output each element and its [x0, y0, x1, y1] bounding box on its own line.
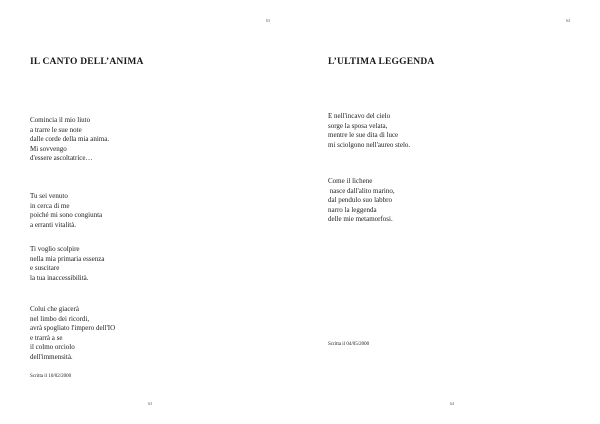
poem-date: Scritta il 10/02/2000 [30, 374, 72, 379]
poem-stanza: E nell'incavo del cielo sorge la sposa velata, mentre le sue dita di luce mi sciolgono nell'aureo stelo. [328, 112, 411, 149]
poem-title: L’ULTIMA LEGGENDA [328, 57, 435, 67]
right-page [300, 0, 600, 424]
header-page-number: 64 [566, 18, 570, 23]
footer-page-number: 64 [450, 401, 454, 406]
poem-stanza: Colui che giacerà nel limbo dei ricordi, avrà spogliato l'impero dell'IO e trarrà a se il colmo orciolo dell'immensità. [30, 305, 116, 361]
header-page-number: 63 [266, 18, 270, 23]
poem-date: Scritta il 04/05/2000 [328, 342, 370, 347]
poem-stanza: Tu sei venuto in cerca di me poiché mi sono congiunta a erranti vitalità. [30, 192, 103, 229]
poem-stanza: Comincia il mio liuto a trarre le sue note dalle corde della mia anima. Mi sovvengo d'essere ascoltatrice… [30, 116, 110, 163]
poem-stanza: Ti voglio scolpire nella mia primaria essenza e suscitare la tua inaccessibilità. [30, 245, 105, 282]
poem-title: IL CANTO DELL’ANIMA [30, 57, 144, 67]
poem-stanza: Come il lichene nasce dall'alito marino, dal pendulo suo labbro narro la leggenda delle mie metamorfosi. [328, 177, 395, 224]
footer-page-number: 63 [148, 401, 152, 406]
